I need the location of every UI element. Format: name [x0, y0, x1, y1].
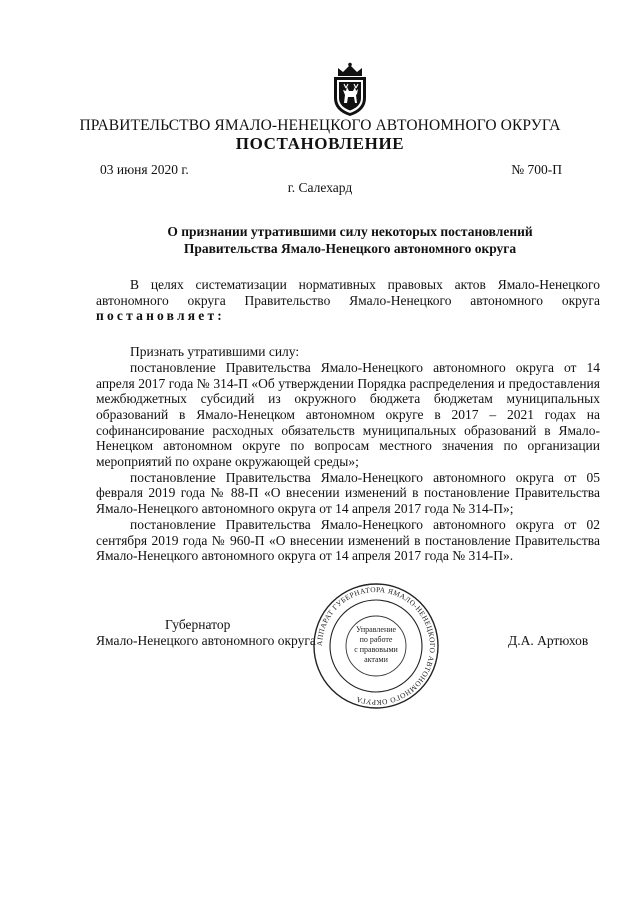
signatory-name: Д.А. Артюхов	[508, 633, 589, 648]
preamble-paragraph	[96, 277, 600, 324]
signatory-region: Ямало-Ненецкого автономного округа	[96, 633, 316, 648]
intro-paragraph: Признать утратившими силу:	[130, 344, 300, 360]
document-date: 03 июня 2020 г.	[100, 162, 189, 177]
decree-word: постановляет:	[96, 308, 225, 324]
repealed-item: постановление Правительства Ямало-Ненецкого автономного округа от 14 апреля 2017 года № 314-П «Об утверждении Порядка распределения и предоставления межбюджетных субсидий из окружного бюджета бюджетам муниципальных образований в Ямало-Ненецком автономном округе в 2017 – 2021 годах на софинансирование расходных обязательств муниципальных образований в Ямало-Ненецком автономном округе по вопросам местного значения по организации мероприятий по охране окружающей среды»;	[96, 359, 600, 470]
official-stamp	[312, 582, 440, 710]
document-title-line-1: О признании утратившими силу некоторых постановлений	[167, 224, 533, 239]
repealed-item: постановление Правительства Ямало-Ненецкого автономного округа от 02 сентября 2019 года № 960-П «О внесении изменений в постановление Правительства Ямало-Ненецкого автономного округа от 14 апреля 2017 года № 314-П».	[96, 516, 600, 564]
document-number: № 700-П	[511, 162, 562, 177]
document-type: ПОСТАНОВЛЕНИЕ	[235, 134, 405, 153]
government-name: ПРАВИТЕЛЬСТВО ЯМАЛО-НЕНЕЦКОГО АВТОНОМНОГО ОКРУГА	[79, 117, 561, 134]
stamp-outer-text: АППАРАТ ГУБЕРНАТОРА ЯМАЛО-НЕНЕЦКОГО АВТОНОМНОГО ОКРУГА	[314, 584, 438, 708]
stamp-inner-line: Управление	[355, 625, 397, 634]
preamble-text: В целях систематизации нормативных правовых актов Ямало-Ненецкого автономного округа Правительство Ямало-Ненецкого автономного округа	[96, 277, 600, 308]
stamp-inner-line: с правовыми	[354, 645, 398, 654]
document-body	[96, 277, 600, 564]
document-place: г. Салехард	[287, 180, 353, 195]
repealed-item: постановление Правительства Ямало-Ненецкого автономного округа от 05 февраля 2019 года № 88-П «О внесении изменений в постановление Правительства Ямало-Ненецкого автономного округа от 14 апреля 2017 года № 314-П»;	[96, 469, 600, 517]
stamp-inner-line: по работе	[359, 635, 393, 644]
coat-of-arms-icon	[329, 62, 371, 118]
signatory-title: Губернатор	[165, 617, 231, 632]
stamp-inner-line: актами	[364, 655, 388, 664]
document-title-line-2: Правительства Ямало-Ненецкого автономного округа	[183, 241, 517, 256]
document-title	[120, 223, 580, 257]
